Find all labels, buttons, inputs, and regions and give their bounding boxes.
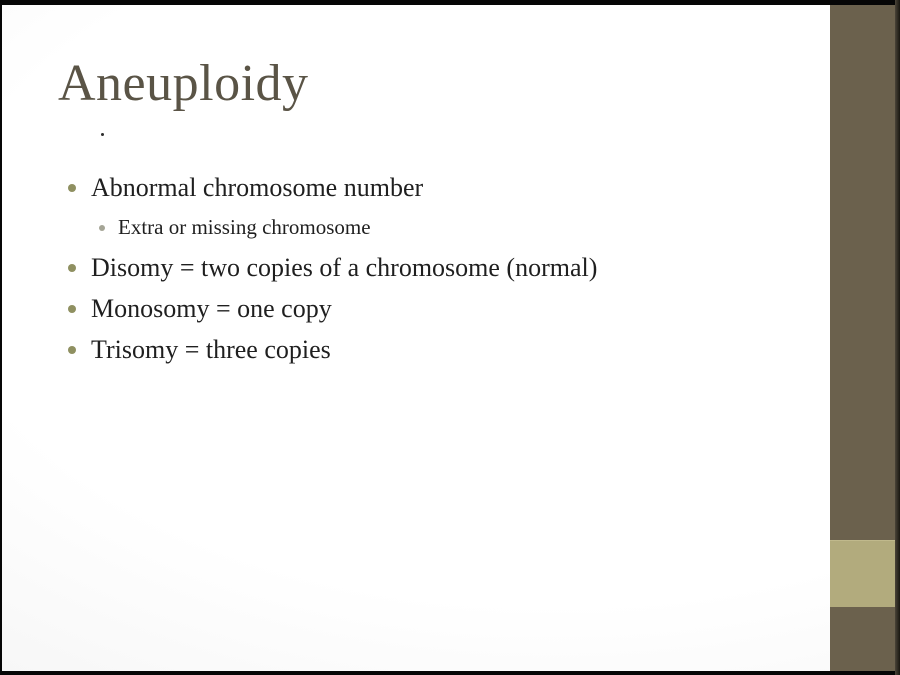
frame-right-edge [895, 0, 900, 675]
bullet-text: Trisomy = three copies [91, 334, 331, 364]
bullet-text: Monosomy = one copy [91, 293, 332, 323]
presentation-slide [2, 5, 895, 671]
bullet-icon [68, 305, 76, 313]
bullet-item [62, 167, 765, 208]
bullet-item [62, 288, 765, 329]
sidebar-accent-square [830, 540, 895, 607]
slide-title: Aneuploidy [58, 55, 309, 112]
bullet-text: Disomy = two copies of a chromosome (normal) [91, 252, 598, 282]
sub-bullet-icon [99, 225, 105, 231]
bullet-text: Extra or missing chromosome [118, 215, 371, 239]
bullet-icon [68, 184, 76, 192]
bullet-item [62, 329, 765, 370]
bullet-icon [68, 264, 76, 272]
slide-accent-sidebar [830, 5, 895, 671]
bullet-item [62, 247, 765, 288]
bullet-item [62, 208, 765, 247]
bullet-text: Abnormal chromosome number [91, 172, 424, 202]
bullet-icon [68, 346, 76, 354]
bullet-list [62, 167, 765, 370]
stray-dot [101, 133, 104, 136]
